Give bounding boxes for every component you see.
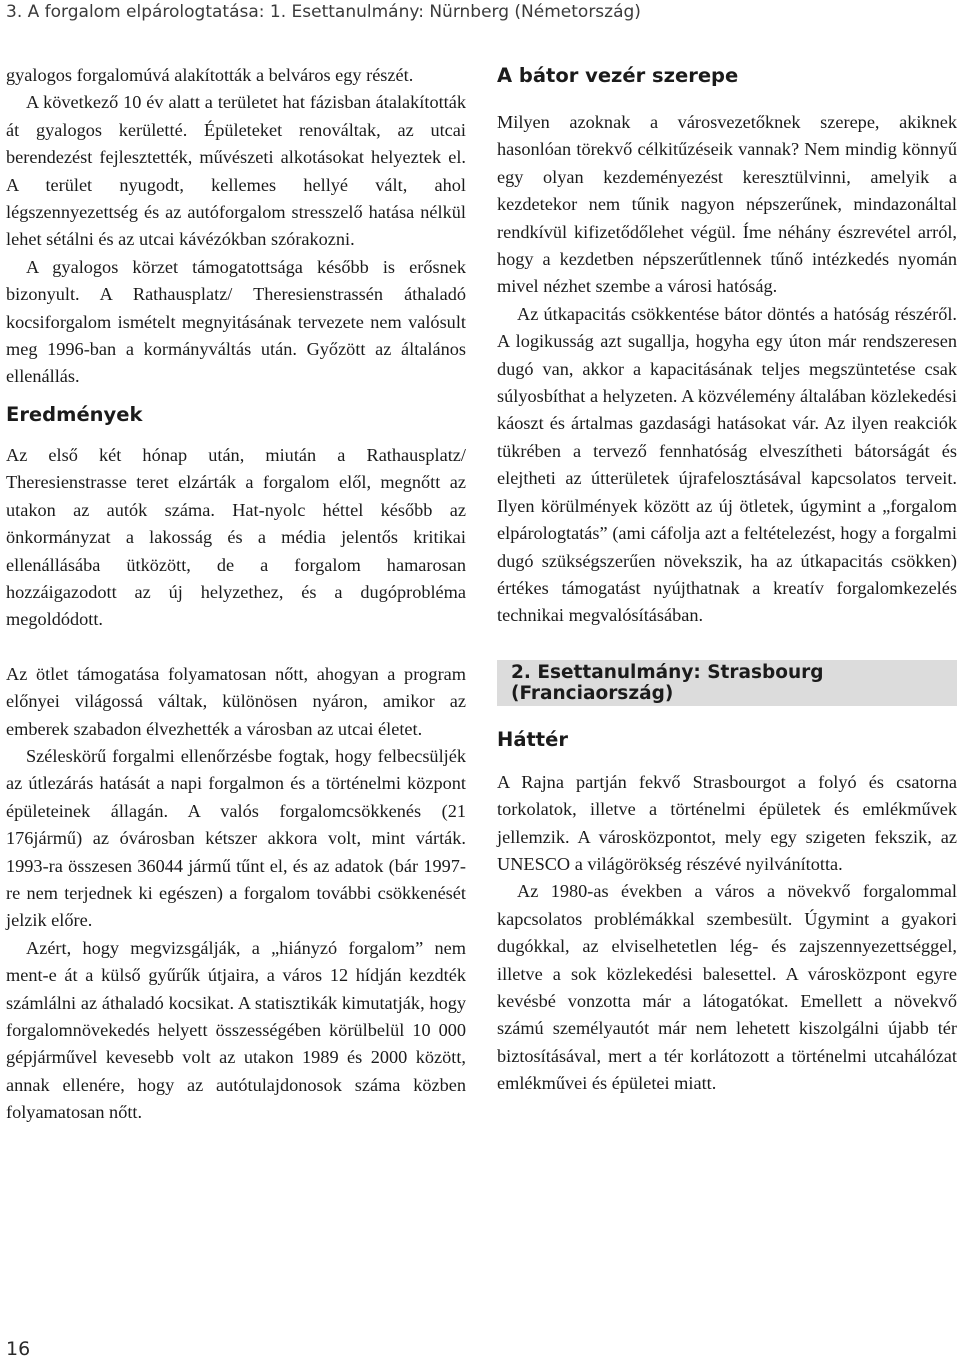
- paragraph-bator-1: Milyen azoknak a városvezetőknek szerepe, akiknek hasonlóan törekvő célkitűzéseik vannak? Nem mindig könnyű egy olyan kezdeményezést keresztülvinni, amelyik a kezdetekor nem tűnik nagyon népszerűnek, mindazonáltal rendkívül kifizetődőlehet végül. Íme néhány észrevétel arról, hogy a kezdetben népszerűtlennek tűnő intézkedés nyomán mivel nézhet szembe a városi hatóság.: [497, 112, 957, 297]
- section-title: 2. Esettanulmány: Strasbourg (Franciaország): [511, 661, 824, 704]
- section-title-bar: [497, 660, 957, 706]
- paragraph-results-2: Az ötlet támogatása folyamatosan nőtt, ahogyan a program előnyei világossá váltak, különösen nyáron, amikor az emberek szabadon élvezhették a városban az utcai életet.: [6, 663, 466, 739]
- paragraph-hatter-2: Az 1980-as években a város a növekvő forgalommal kapcsolatos problémákkal szembesült. Úgymint a gyakori dugókkal, az elviselhetetlen lég- és zajszennyezettséggel, illetve a sok közlekedési balesettel. A városközpont egyre kevésbé vonzotta már a látogatókat. Emellett a növekvő számú személyautót már nem lehetett kiszolgálni újabb tér biztosításával, mert a tér korlátozott a történelmi utcahálózat emlékművei és épületei miatt.: [497, 881, 957, 1094]
- paragraph-intro-2: A következő 10 év alatt a területet hat fázisban átalakították át gyalogos kerületté. Épületeket renováltak, az utcai berendezést fejlesztették, művészeti alkotásokat helyeztek el. A terület nyugodt, kellemes hellyé vált, ahol légszennyezettség és az autóforgalom stresszelő hatása nélkül lehet sétálni és az utcai kávézókban szórakozni.: [6, 92, 466, 250]
- paragraph-results-3: Széleskörű forgalmi ellenőrzésbe fogtak, hogy felbecsüljék az útlezárás hatását a napi forgalmon és a történelmi központ épületeinek állagán. A valós forgalomcsökkenés (21 176jármű) az óvárosban kétszer akkora volt, mint várták. 1993-ra összesen 36044 jármű tűnt el, és az adatok (bár 1997-re nem terjednek ki egészen) a forgalom további csökkenését jelzik előre.: [6, 745, 466, 931]
- heading-hatter: Háttér: [497, 727, 568, 751]
- heading-eredmenyek: Eredmények: [6, 402, 143, 426]
- page-number: 16: [6, 1338, 31, 1360]
- paragraph-results-4: Azért, hogy megvizsgálják, a „hiányzó forgalom” nem ment-e át a külső gyűrűk útjaira, a város 12 hídján kezdték számlálni az áthaladó kocsikat. A statisztikák kimutatják, hogy forgalomnövekedés helyett összességében körülbelül 10 000 gépjárművel kevesebb volt az utakon 1989 és 2000 között, annak ellenére, hogy az autótulajdonosok száma közben folyamatosan nőtt.: [6, 937, 466, 1123]
- paragraph-intro-3: A gyalogos körzet támogatottsága később is erősnek bizonyult. A Rathausplatz/ Theresienstrassén áthaladó kocsiforgalom ismételt megnyitásának tervezete nem valósult meg 1996-ban a kormányváltás után. Győzött az általános ellenállás.: [6, 256, 466, 387]
- left-column: [6, 62, 466, 1127]
- paragraph-results-1: Az első két hónap után, miután a Rathausplatz/ Theresienstrasse teret elzárták a forgalom elől, megnőtt az utakon az autók száma. Hat-nyolc héttel később az önkormányzat a lakosság és a média jelentős kritikai ellenállásába ütközött, de a forgalom hamarosan hozzáigazodott az új helyzethez, és a dugóprobléma megoldódott.: [6, 444, 466, 630]
- heading-bator-vezer: A bátor vezér szerepe: [497, 64, 739, 87]
- running-head: 3. A forgalom elpárologtatása: 1. Esettanulmány: Nürnberg (Németország): [6, 2, 641, 22]
- paragraph-hatter-1: A Rajna partján fekvő Strasbourgot a folyó és csatorna torkolatok, illetve a történelmi épületek és emlékművek jellemzik. A városközpontot, mely egy szigeten fekszik, az UNESCO a világörökség részévé nyilvánította.: [497, 771, 957, 874]
- paragraph-intro-1: gyalogos forgalomúvá alakították a belváros egy részét.: [6, 65, 414, 85]
- paragraph-bator-2: Az útkapacitás csökkentése bátor döntés a hatóság részéről. A logikusság azt sugallja, hogyha egy úton már rendszeresen dugó van, akkor a kapacitásának teljes megszüntetése csak súlyosbíthat a helyzeten. A közvélemény általában közlekedési káoszt és ártalmas gazdasági hatásokat vár. Az ilyen reakciók tükrében a tervező fennhatóság elveszítheti bátorságát és elejtheti az útterületek újrafelosztásával kapcsolatos terveit. Ilyen körülmények között az új ötletek, úgymint a „forgalom elpárologtatás” (ami cáfolja azt a feltételezést, hogy a forgalmi dugó szükségszerűen növekszik, ha az útkapacitás csökken) értékes támogatást nyújthatnak a kreatív forgalomkezelés technikai megvalósításában.: [497, 303, 957, 626]
- right-column: [497, 62, 957, 1098]
